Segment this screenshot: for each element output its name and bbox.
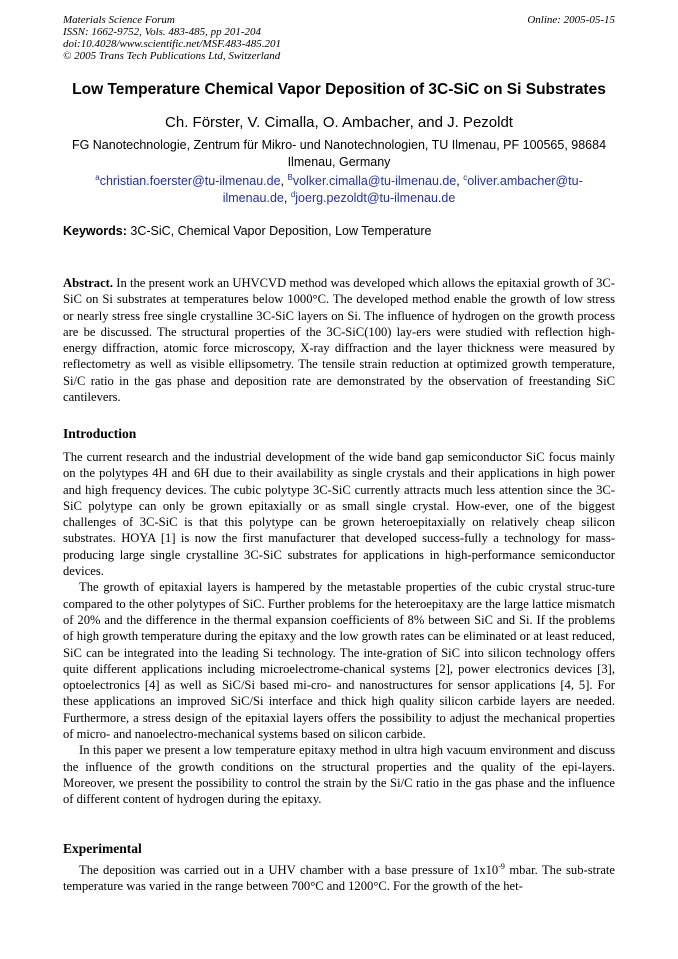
- email-d-link[interactable]: joerg.pezoldt@tu-ilmenau.de: [295, 191, 456, 205]
- email-b-link[interactable]: volker.cimalla@tu-ilmenau.de: [292, 174, 457, 188]
- keywords-label: Keywords:: [63, 224, 127, 238]
- abstract-label: Abstract.: [63, 276, 114, 290]
- keywords-text: 3C-SiC, Chemical Vapor Deposition, Low Temperature: [130, 224, 432, 238]
- experimental-heading: Experimental: [63, 841, 142, 856]
- copyright-line: © 2005 Trans Tech Publications Ltd, Switzerland: [63, 50, 281, 62]
- email-d-marker: d: [290, 190, 296, 199]
- intro-paragraph-1: The current research and the industrial development of the wide band gap semiconductor SiC focus mainly on the polytypes 4H and 6H due to their availability as single crystals and their applications in high power and high frequency devices. The cubic polytype 3C-SiC currently attracts much less attention since the 3C-SiC polytype can only be grown epitaxially or as small single crystal. How-ever, one of the biggest challenges of 3C-SiC is that this polytype can be grown heteroepitaxially on relatively cheap silicon substrates. HOYA [1] is now the first manufacturer that developed success-fully a technology for mass-producing large single crystalline 3C-SiC substrates for applications in high-performance semiconductor devices.: [63, 450, 615, 579]
- paper-title: Low Temperature Chemical Vapor Deposition of 3C-SiC on Si Substrates: [72, 81, 606, 98]
- experimental-paragraph-1: The deposition was carried out in a UHV chamber with a base pressure of $1x10^{-9}$ mbar. The sub-strate temperature was varied in the range between 700°C and 1200°C. For the growth of the het-: [63, 861, 615, 894]
- doi-line: doi:10.4028/www.scientific.net/MSF.483-485.201: [63, 38, 282, 50]
- abstract-text: In the present work an UHVCVD method was developed which allows the epitaxial growth of 3C-SiC on Si substrates at temperatures below 1000°C. The developed method enable the growth of low stress or nearly stress free single crystalline 3C-SiC layers on Si. The influence of hydrogen on the growth process are be discussed. The structural properties of the 3C-SiC(100) lay-ers were studied with reflection high-energy diffraction, atomic force microscopy, X-ray diffraction and the layer thickness were measured by reflectometry as well as visible ellipsometry. The tensile strain reduction at optimized growth temperature, Si/C ratio in the gas phase and deposition rate are demonstrated by the observation of freestanding SiC cantilevers.: [63, 276, 616, 405]
- abstract: [63, 275, 615, 405]
- email-c-marker: c: [463, 173, 468, 182]
- introduction-body: [63, 449, 615, 808]
- introduction-heading: Introduction: [63, 426, 137, 441]
- author-list: Ch. Förster, V. Cimalla, O. Ambacher, and J. Pezoldt: [165, 114, 513, 131]
- intro-paragraph-3: In this paper we present a low temperature epitaxy method in ultra high vacuum environment and discuss the influence of the growth conditions on the structural properties and the quality of the epi-layers. Moreover, we present the possibility to control the strain by the Si/C ratio in the gas phase and the influence of different content of hydrogen during the epitaxy.: [63, 743, 615, 807]
- journal-name: Materials Science Forum: [63, 14, 175, 26]
- affiliation: FG Nanotechnologie, Zentrum für Mikro- und Nanotechnologien, TU Ilmenau, PF 100565, 98684 Ilmenau, Germany: [71, 138, 607, 169]
- keywords-line: [63, 223, 431, 240]
- email-a-link[interactable]: christian.foerster@tu-ilmenau.de: [99, 174, 281, 188]
- email-b-marker: B: [287, 173, 293, 182]
- issn-line: ISSN: 1662-9752, Vols. 483-485, pp 201-204: [63, 26, 261, 38]
- email-list: $^a$christian.foerster@tu-ilmenau.de, $^B$volker.cimalla@tu-ilmenau.de, $^c$oliver.ambacher@tu-ilmenau.de, $^d$joerg.pezoldt@tu-ilmenau.de: [95, 173, 583, 205]
- email-c-link[interactable]: oliver.ambacher@tu-ilmenau.de: [222, 174, 583, 205]
- intro-paragraph-2: The growth of epitaxial layers is hampered by the metastable properties of the cubic crystal struc-ture compared to the other polytypes of SiC. Further problems for the heteroepitaxy are the large lattice mismatch of 20% and the difference in the thermal expansion coefficients of 8% between SiC and Si. If the problems of high growth temperature during the epitaxy and the low growth rates can be eliminated or at least reduced, SiC can be integrated into the leading Si technology. The inte-gration of SiC into silicon technology offers quite different applications including microelectrome-chanical systems [2], power electronics devices [3], optoelectronics [4] as well as SiC/Si based mi-cro- and nanostructures for sensor applications [4, 5]. For these applications an improved SiC/Si interface and thick high quality silicon carbide layers are needed. Furthermore, a stress design of the epitaxial layers offers the possibility to adjust the mechanical properties of micro- and nanoelectro-mechanical systems based on silicon carbide.: [63, 580, 615, 742]
- experimental-body: [63, 862, 615, 895]
- online-date: Online: 2005-05-15: [527, 14, 615, 26]
- email-a-marker: a: [95, 173, 100, 182]
- journal-header: [63, 14, 281, 62]
